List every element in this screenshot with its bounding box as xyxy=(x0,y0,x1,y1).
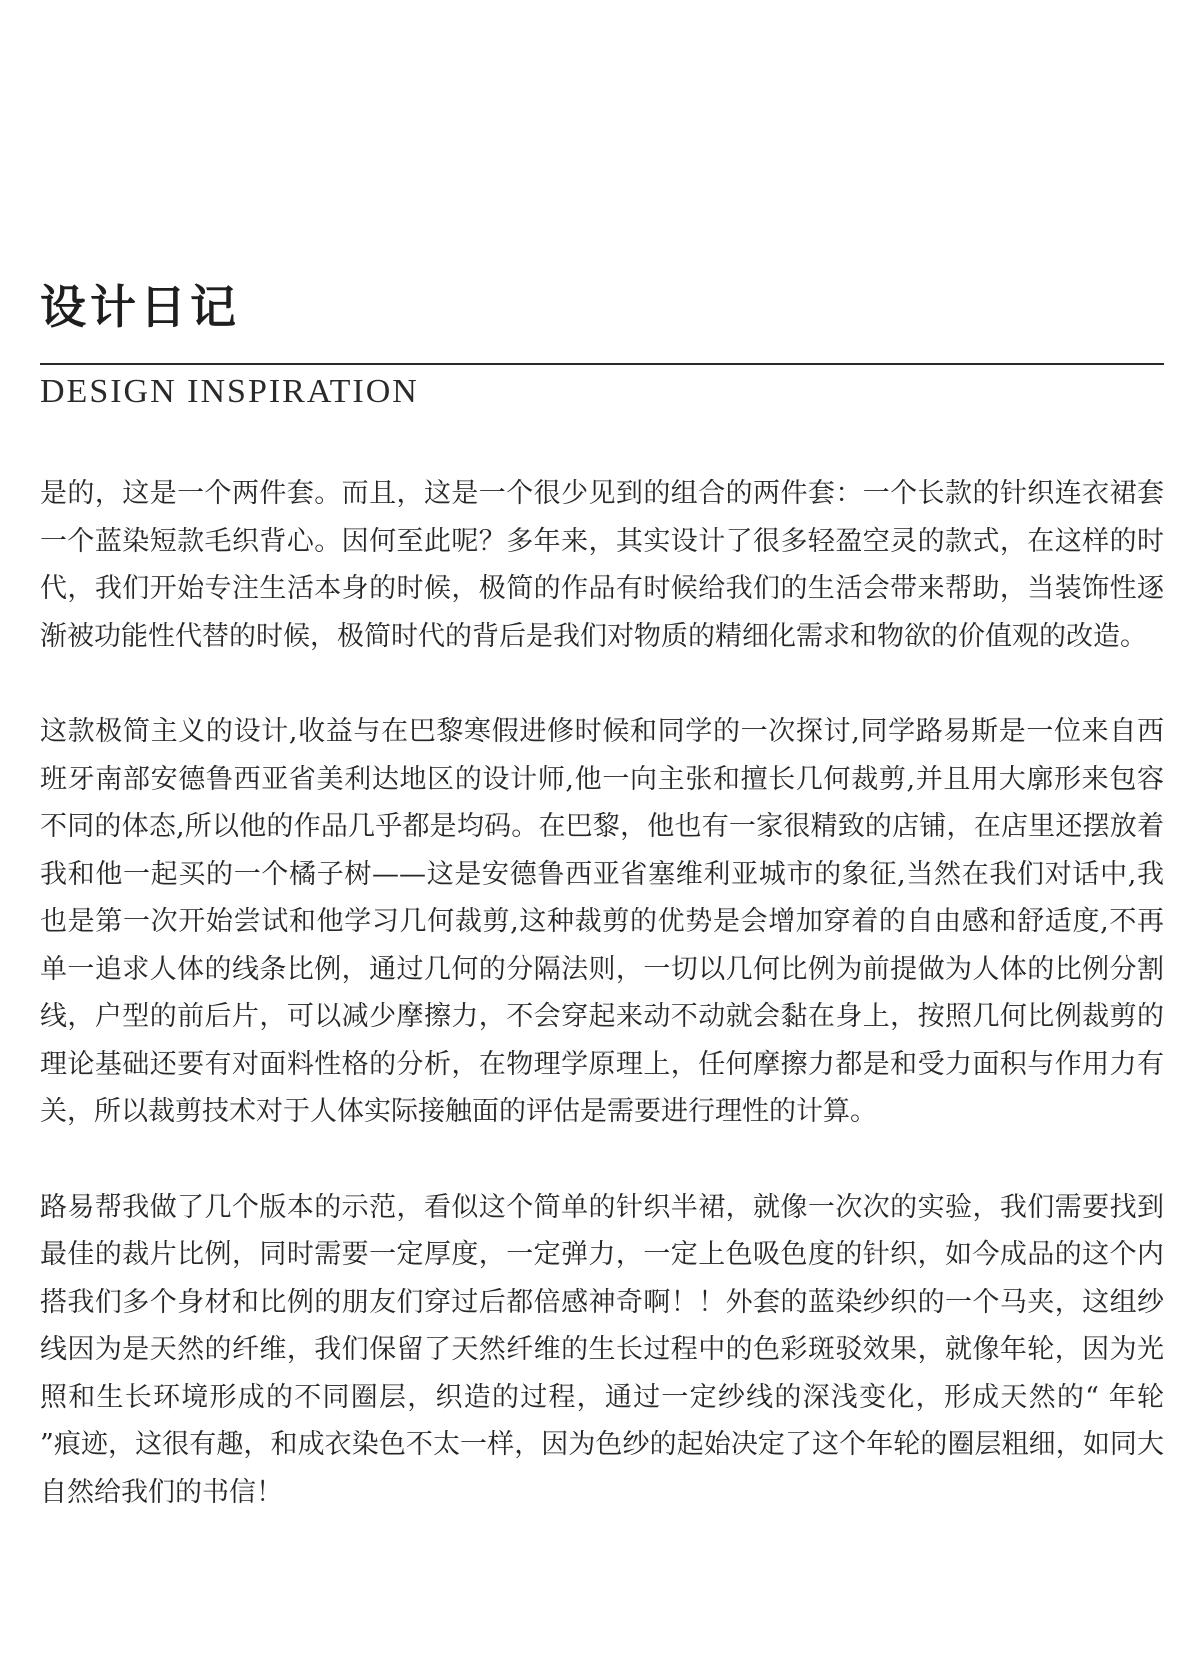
page-subtitle: DESIGN INSPIRATION xyxy=(40,373,419,410)
article-body xyxy=(40,470,1164,1564)
paragraph-2: 这款极简主义的设计,收益与在巴黎寒假进修时候和同学的一次探讨,同学路易斯是一位来自西班牙南部安德鲁西亚省美利达地区的设计师,他一向主张和擅长几何裁剪,并且用大廓形来包容不同的体态,所以他的作品几乎都是均码。在巴黎，他也有一家很精致的店铺，在店里还摆放着我和他一起买的一个橘子树——这是安德鲁西亚省塞维利亚城市的象征,当然在我们对话中,我也是第一次开始尝试和他学习几何裁剪,这种裁剪的优势是会增加穿着的自由感和舒适度,不再单一追求人体的线条比例，通过几何的分隔法则，一切以几何比例为前提做为人体的比例分割线，户型的前后片，可以减少摩擦力，不会穿起来动不动就会黏在身上，按照几何比例裁剪的理论基础还要有对面料性格的分析，在物理学原理上，任何摩擦力都是和受力面积与作用力有关，所以裁剪技术对于人体实际接触面的评估是需要进行理性的计算。 xyxy=(40,716,1164,1127)
page-title: 设计日记 xyxy=(40,280,240,334)
title-divider xyxy=(40,363,1164,365)
paragraph-3: 路易帮我做了几个版本的示范，看似这个简单的针织半裙，就像一次次的实验，我们需要找到最佳的裁片比例，同时需要一定厚度，一定弹力，一定上色吸色度的针织，如今成品的这个内搭我们多个身材和比例的朋友们穿过后都倍感神奇啊！！外套的蓝染纱织的一个马夹，这组纱线因为是天然的纤维，我们保留了天然纤维的生长过程中的色彩斑驳效果，就像年轮，因为光照和生长环境形成的不同圈层，织造的过程，通过一定纱线的深浅变化，形成天然的“ 年轮 ”痕迹，这很有趣，和成衣染色不太一样，因为色纱的起始决定了这个年轮的圈层粗细，如同大自然给我们的书信！ xyxy=(40,1191,1164,1508)
design-diary-page xyxy=(40,0,1164,1663)
paragraph-1: 是的，这是一个两件套。而且，这是一个很少见到的组合的两件套：一个长款的针织连衣裙套一个蓝染短款毛织背心。因何至此呢？多年来，其实设计了很多轻盈空灵的款式，在这样的时代，我们开始专注生活本身的时候，极简的作品有时候给我们的生活会带来帮助，当装饰性逐渐被功能性代替的时候，极简时代的背后是我们对物质的精细化需求和物欲的价值观的改造。 xyxy=(40,478,1164,652)
